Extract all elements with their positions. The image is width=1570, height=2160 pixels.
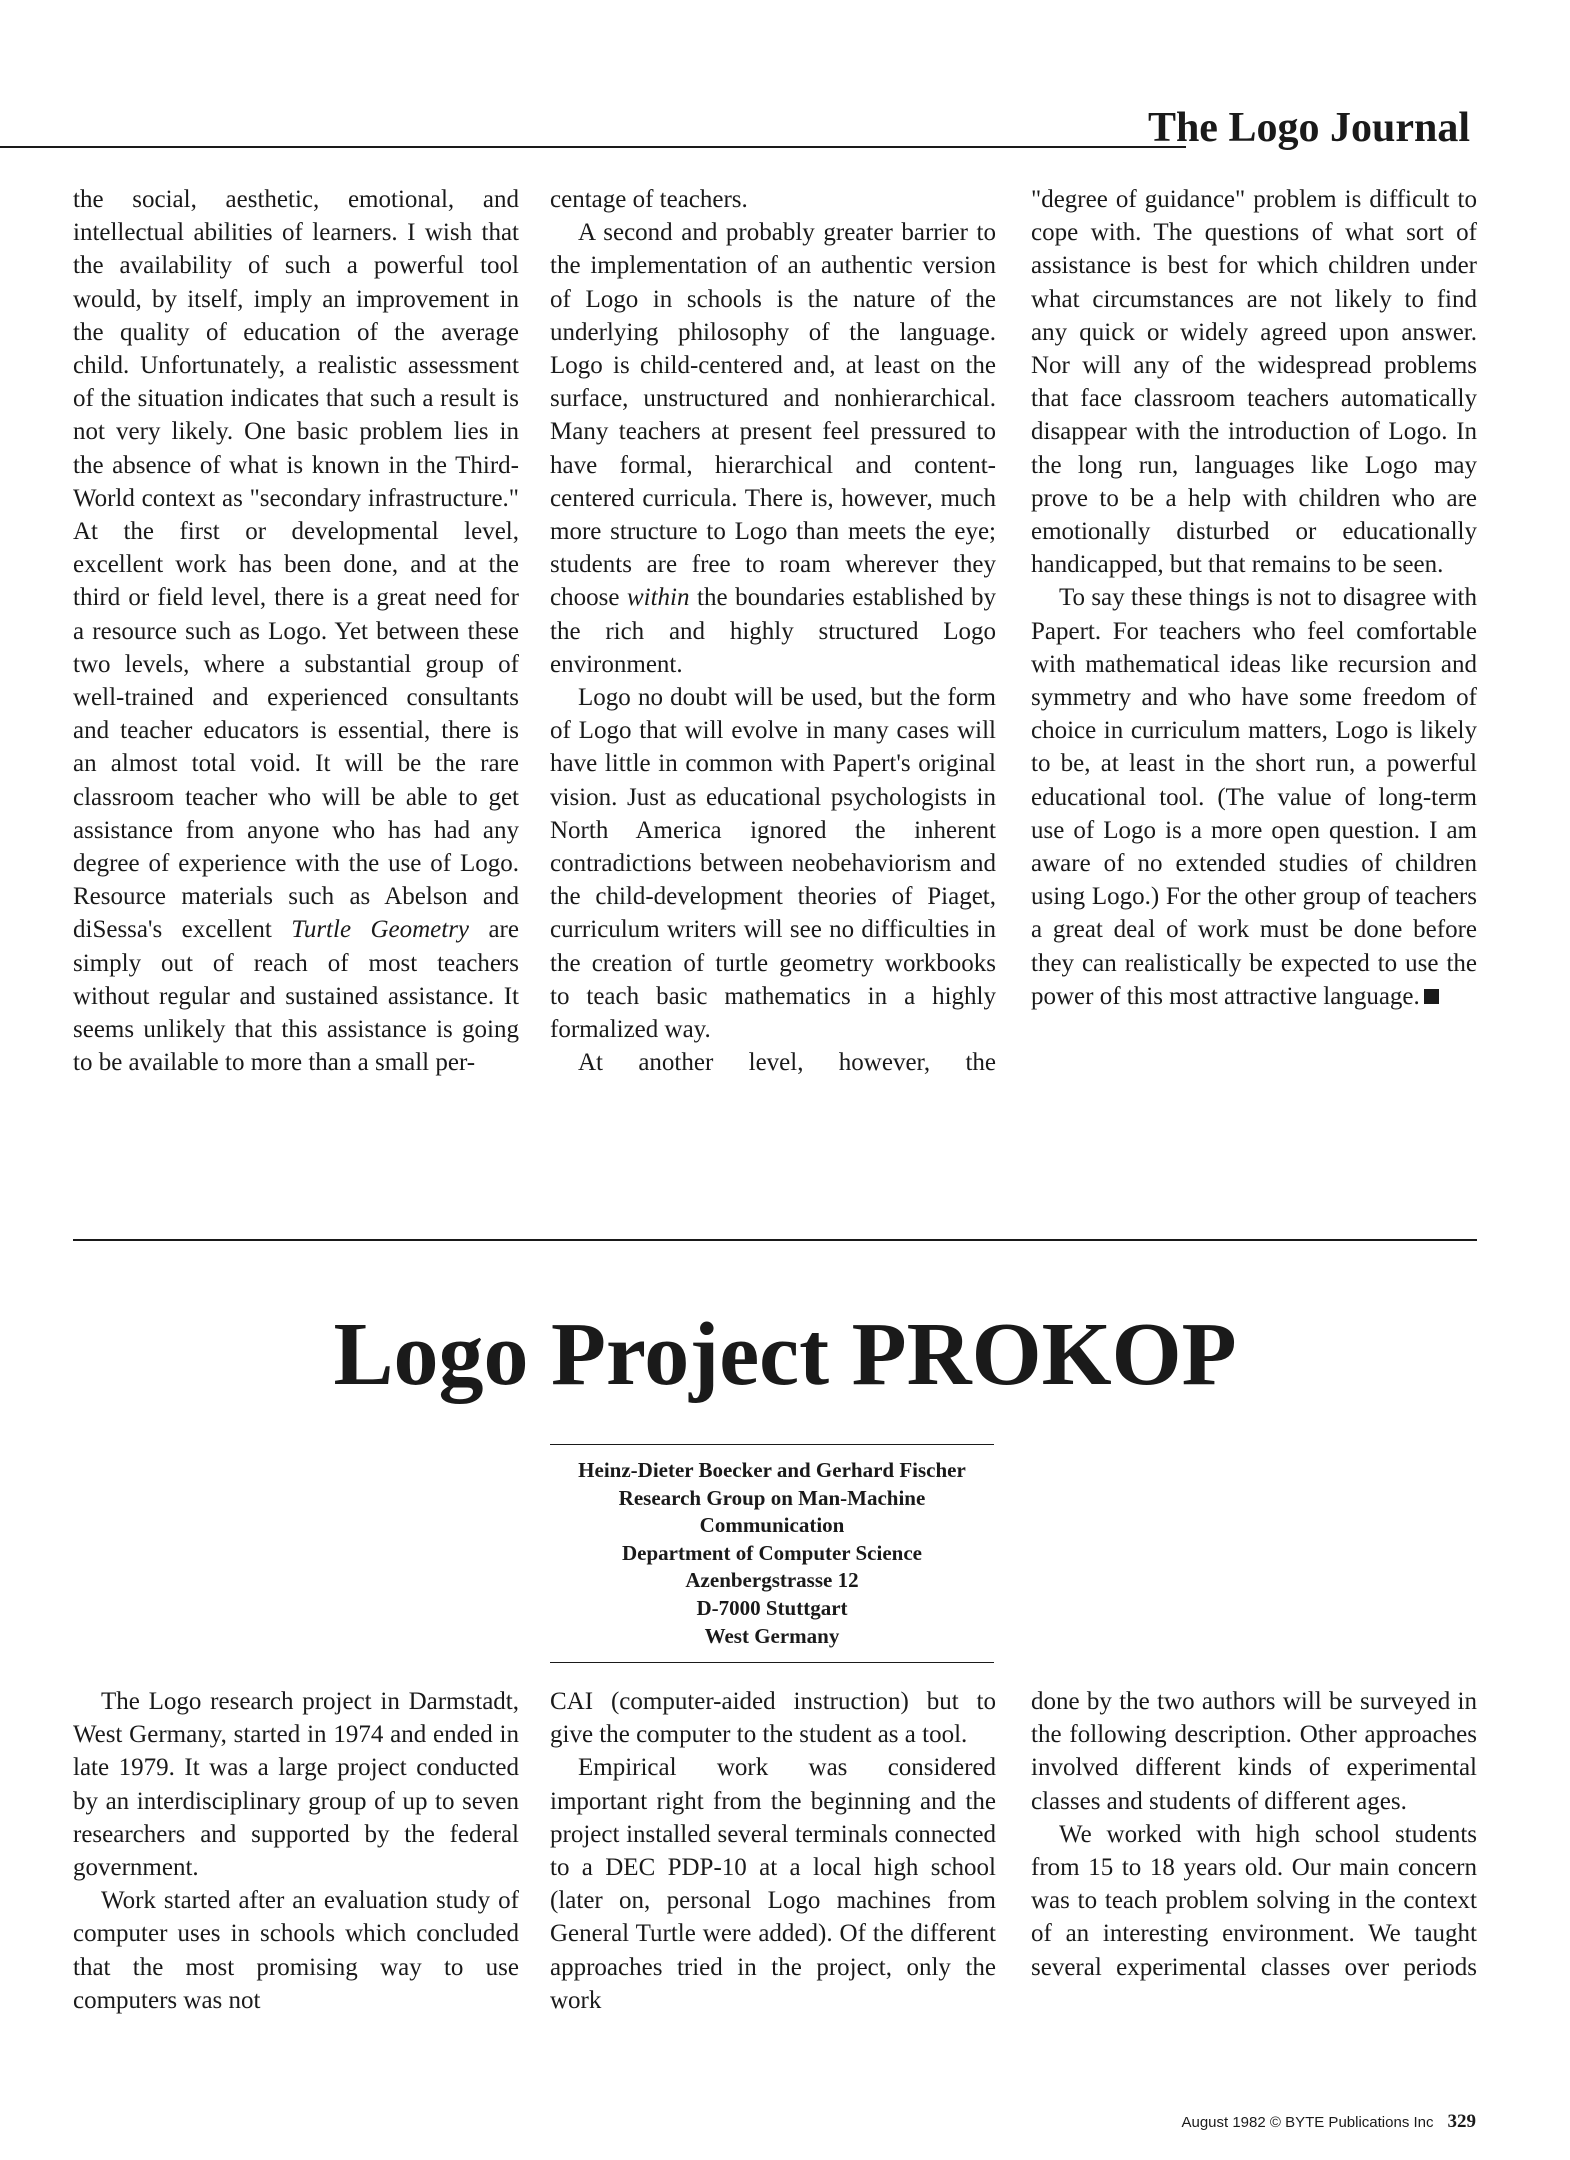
header-rule [0, 146, 1186, 148]
top-col1-tail: are simply out of reach of most teachers without regular and sustained assistance. It seems unlikely that this assistance is going to be available to more than a small per- [73, 916, 519, 1077]
end-of-article-mark [1424, 989, 1439, 1004]
bottom-col3-paragraph-2: We worked with high school students from 15 to 18 years old. Our main concern was to teach problem solving in the context of an interesting environment. We taught several experimental classes over periods [1031, 1820, 1477, 1981]
byline-group-line-2: Communication [699, 1513, 845, 1538]
byline-top-rule [550, 1444, 994, 1445]
journal-title: The Logo Journal [1147, 105, 1470, 151]
top-col2-paragraph-2 [550, 216, 996, 681]
bottom-col2-paragraph-2: Empirical work was considered important right from the beginning and the project installed several terminals connected to a DEC PDP-10 at a local high school (later on, personal Logo machines from General Turtle were added). Of the different approaches tried in the project, only the work [550, 1754, 996, 2014]
top-col2-paragraph-4: At another level, however, the [578, 1049, 996, 1077]
bottom-column-3 [1031, 1685, 1477, 1984]
byline-authors: Heinz-Dieter Boecker and Gerhard Fischer [578, 1458, 966, 1482]
turtle-geometry-title: Turtle Geometry [291, 916, 470, 944]
top-column-3 [1031, 183, 1477, 1013]
top-col2-paragraph-3: Logo no doubt will be used, but the form of Logo that will evolve in many cases will have little in common with Papert's original vision. Just as educational psychologists in North America ignored the inherent contradictions between neobehaviorism and the child-development theories of Piaget, curriculum writers will see no difficulties in the creation of turtle geometry workbooks to teach basic mathematics in a highly formalized way. [550, 684, 996, 1044]
top-col1-paragraph [73, 183, 519, 1079]
byline-country: West Germany [704, 1623, 840, 1648]
top-col1-text: the social, aesthetic, emotional, and intellectual abilities of learners. I wish that the availability of such a powerful tool would, by itself, imply an improvement in the quality of education of the average child. Unfortunately, a realistic assessment of the situation indicates that such a result is not very likely. One basic problem lies in the absence of what is known in the Third-World context as "secondary infrastructure." At the first or developmental level, excellent work has been done, and at the third or field level, there is a great need for a resource such as Logo. Yet between these two levels, where a substantial group of well-trained and experienced consultants and teacher educators is essential, there is an almost total void. It will be the rare classroom teacher who will be able to get assistance from anyone who has had any degree of experience with the use of Logo. Resource materials such as Abelson and diSessa's excellent [73, 186, 519, 944]
byline-bottom-rule [550, 1662, 994, 1663]
bottom-column-2 [550, 1685, 996, 2017]
top-col3-p2-text: To say these things is not to disagree with Papert. For teachers who feel comfortable with mathematical ideas like recursion and symmetry and who have some freedom of choice in curriculum matters, Logo is likely to be, at least in the short run, a powerful educational tool. (The value of long-term use of Logo is a more open question. I am aware of no extended studies of children using Logo.) For the other group of teachers a great deal of work must be done before they can realistically be expected to use the power of this most attractive language. [1031, 584, 1477, 1010]
top-col2-paragraph-1: centage of teachers. [550, 186, 748, 213]
within-emphasis: within [626, 584, 690, 612]
top-col3-paragraph-1: "degree of guidance" problem is difficult to cope with. The questions of what sort of assistance is best for which children under what circumstances are not likely to find any quick or widely agreed upon answer. Nor will any of the widespread problems that face classroom teachers automatically disappear with the introduction of Logo. In the long run, languages like Logo may prove to be a help with children who are emotionally disturbed or educationally handicapped, but that remains to be seen. [1031, 186, 1477, 579]
page-footer [1181, 2112, 1476, 2133]
bottom-column-1 [73, 1685, 519, 2017]
byline-city: D-7000 Stuttgart [696, 1595, 848, 1620]
article-title: Logo Project PROKOP [333, 1305, 1237, 1404]
top-col2-p2-text: A second and probably greater barrier to the implementation of an authentic version of Logo in schools is the nature of the underlying philosophy of the language. Logo is child-centered and, at least on the surface, unstructured and nonhierarchical. Many teachers at present feel pressured to have formal, hierarchical and content-centered curricula. There is, however, much more structure to Logo than meets the eye; students are free to roam wherever they choose [550, 219, 996, 612]
top-col3-paragraph-2 [1031, 581, 1477, 1013]
byline-department: Department of Computer Science [622, 1540, 922, 1565]
top-col2-p2-tail: the boundaries established by the rich and highly structured Logo environment. [550, 584, 996, 678]
page-number: 329 [1447, 2111, 1476, 2132]
footer-issue: August 1982 © BYTE Publications Inc [1181, 2114, 1434, 2131]
top-column-2 [550, 183, 996, 1079]
top-column-1 [73, 183, 519, 1079]
bottom-col2-paragraph-1: CAI (computer-aided instruction) but to give the computer to the student as a tool. [550, 1688, 996, 1749]
bottom-col3-paragraph-1: done by the two authors will be surveyed in the following description. Other approaches involved different kinds of experimental classes and students of different ages. [1031, 1688, 1477, 1815]
bottom-col1-paragraph-2: Work started after an evaluation study of computer uses in schools which concluded that the most promising way to use computers was not [73, 1887, 519, 2014]
byline-group-line-1: Research Group on Man-Machine [618, 1485, 926, 1510]
section-divider [73, 1239, 1477, 1241]
byline-street: Azenbergstrasse 12 [685, 1568, 859, 1593]
byline [550, 1457, 994, 1650]
bottom-col1-paragraph-1: The Logo research project in Darmstadt, West Germany, started in 1974 and ended in late 1979. It was a large project conducted by an interdisciplinary group of up to seven researchers and supported by the federal government. [73, 1688, 519, 1882]
